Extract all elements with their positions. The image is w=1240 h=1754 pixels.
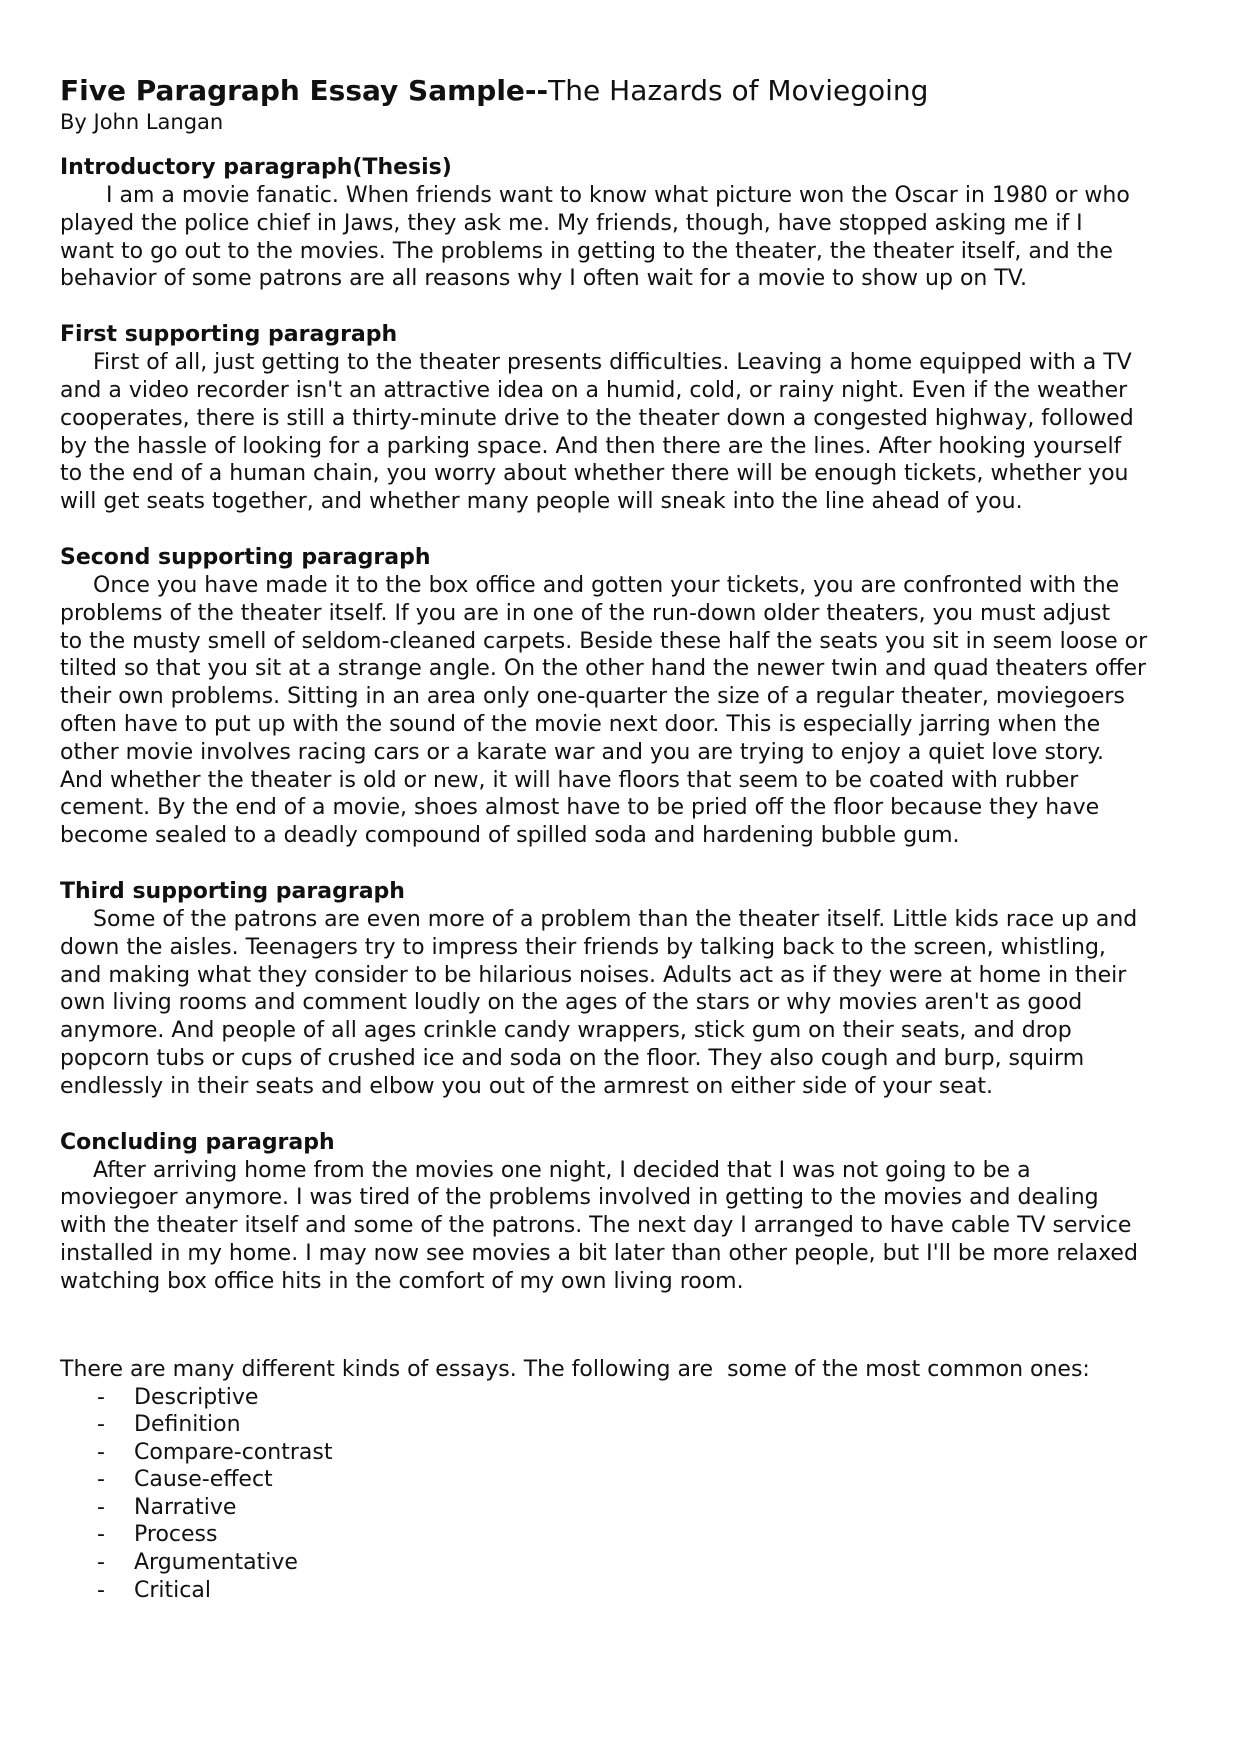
list-bullet: - <box>97 1522 105 1548</box>
list-bullet: - <box>97 1384 105 1410</box>
document-title <box>60 74 1210 108</box>
list-item-label: Argumentative <box>134 1550 298 1576</box>
section-heading: Introductory paragraph(Thesis) <box>60 155 452 180</box>
list-item-label: Cause-effect <box>134 1467 273 1493</box>
list-item <box>60 1577 1210 1605</box>
section-heading: First supporting paragraph <box>60 322 398 348</box>
section-heading: Second supporting paragraph <box>60 544 431 570</box>
list-item <box>60 1411 1210 1439</box>
list-bullet: - <box>97 1577 105 1603</box>
list-bullet: - <box>97 1412 105 1438</box>
list-item-label: Process <box>134 1522 218 1548</box>
essay-kinds-intro: There are many different kinds of essays. The following are some of the most common ones: <box>60 1356 1090 1382</box>
list-item <box>60 1384 1210 1412</box>
section-concluding <box>60 1129 1210 1296</box>
list-item <box>60 1494 1210 1522</box>
list-bullet: - <box>97 1550 105 1576</box>
list-bullet: - <box>97 1467 105 1493</box>
section-heading: Third supporting paragraph <box>60 878 405 904</box>
section-first-supporting <box>60 321 1210 516</box>
section-heading: Concluding paragraph <box>60 1129 335 1155</box>
list-item-label: Narrative <box>134 1494 237 1520</box>
section-second-supporting <box>60 544 1210 850</box>
list-item <box>60 1439 1210 1467</box>
list-item-label: Compare-contrast <box>134 1439 333 1465</box>
section-paragraph: I am a movie fanatic. When friends want to know what picture won the Oscar in 1980 or who played the police chief in Jaws, they ask me. My friends, though, have stopped asking me if I want to go out to the movies. The problems in getting to the theater, the theater itself, and the behavior of some patrons are all reasons why I often wait for a movie to show up on TV. <box>60 183 1130 292</box>
essay-kinds-block <box>60 1356 1210 1605</box>
list-bullet: - <box>97 1494 105 1520</box>
document-page <box>60 74 1210 1604</box>
section-introductory <box>60 154 1210 293</box>
list-item-label: Descriptive <box>134 1384 259 1410</box>
list-item-label: Critical <box>134 1577 211 1603</box>
title-subject: The Hazards of Moviegoing <box>548 74 929 107</box>
list-item <box>60 1466 1210 1494</box>
section-paragraph: First of all, just getting to the theater presents difficulties. Leaving a home equipped with a TV and a video recorder isn't an attractive idea on a humid, cold, or rainy night. Even if the weather cooperates, there is still a thirty-minute drive to the theater down a congested highway, followed by the hassle of looking for a parking space. And then there are the lines. After hooking yourself to the end of a human chain, you worry about whether there will be enough tickets, whether you will get seats together, and whether many people will sneak into the line ahead of you. <box>60 350 1134 515</box>
section-third-supporting <box>60 878 1210 1101</box>
essay-kinds-list <box>60 1384 1210 1605</box>
author-byline: By John Langan <box>60 110 224 134</box>
section-paragraph: Some of the patrons are even more of a problem than the theater itself. Little kids race up and down the aisles. Teenagers try to impress their friends by talking back to the screen, whistling, and making what they consider to be hilarious noises. Adults act as if they were at home in their own living rooms and comment loudly on the ages of the stars or why movies aren't as good anymore. And people of all ages crinkle candy wrappers, stick gum on their seats, and drop popcorn tubs or cups of crushed ice and soda on the floor. They also cough and burp, squirm endlessly in their seats and elbow you out of the armrest on either side of your seat. <box>60 906 1138 1099</box>
title-prefix: Five Paragraph Essay Sample-- <box>60 74 549 107</box>
list-item <box>60 1521 1210 1549</box>
list-item <box>60 1549 1210 1577</box>
list-bullet: - <box>97 1439 105 1465</box>
section-paragraph: After arriving home from the movies one night, I decided that I was not going to be a moviegoer anymore. I was tired of the problems involved in getting to the movies and dealing with the theater itself and some of the patrons. The next day I arranged to have cable TV service installed in my home. I may now see movies a bit later than other people, but I'll be more relaxed watching box office hits in the comfort of my own living room. <box>60 1157 1138 1294</box>
list-item-label: Definition <box>134 1412 241 1438</box>
section-paragraph: Once you have made it to the box office and gotten your tickets, you are confronted with the problems of the theater itself. If you are in one of the run-down older theaters, you must adjust to the musty smell of seldom-cleaned carpets. Beside these half the seats you sit in seem loose or tilted so that you sit at a strange angle. On the other hand the newer twin and quad theaters offer their own problems. Sitting in an area only one-quarter the size of a regular theater, moviegoers often have to put up with the sound of the movie next door. This is especially jarring when the other movie involves racing cars or a karate war and you are trying to enjoy a quiet love story. And whether the theater is old or new, it will have floors that seem to be coated with rubber cement. By the end of a movie, shoes almost have to be pried off the floor because they have become sealed to a deadly compound of spilled soda and hardening bubble gum. <box>60 572 1148 849</box>
